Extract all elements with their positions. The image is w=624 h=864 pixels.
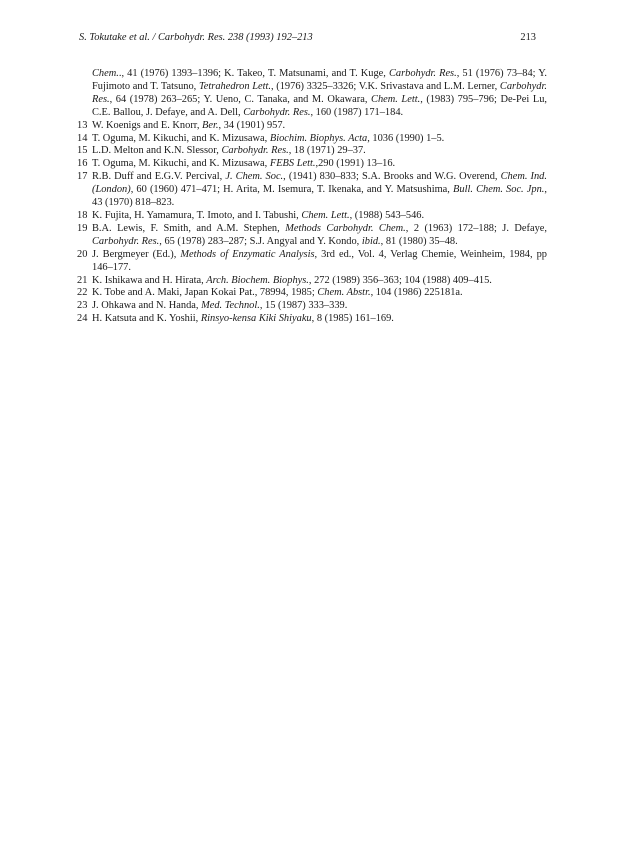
running-title: S. Tokutake et al. / Carbohydr. Res. 238 (1993) 192–213 [79, 32, 313, 43]
reference-text [92, 287, 463, 298]
ref-seg: Ber. [202, 119, 219, 131]
reference-number: 16 [77, 158, 88, 170]
reference-text [92, 171, 547, 208]
ref-seg: , (1976) 3325–3326; V.K. Srivastava and L.M. Lerner, [271, 80, 500, 92]
reference-15 [77, 145, 547, 158]
reference-text [92, 158, 395, 169]
reference-17 [77, 171, 547, 210]
ref-seg: Carbohydr. Res. [92, 235, 160, 247]
page-number: 213 [520, 32, 536, 43]
ref-seg: ibid. [361, 235, 381, 247]
ref-seg: Biochim. Biophys. Acta [269, 132, 368, 144]
ref-seg: L.D. Melton and K.N. Slessor, [92, 145, 222, 157]
ref-seg: Bull. Chem. Soc. Jpn. [453, 184, 545, 196]
ref-seg: , 8 (1985) 161–169. [311, 313, 394, 325]
reference-text [92, 120, 285, 131]
reference-number: 20 [77, 248, 88, 260]
reference-number: 24 [77, 313, 88, 325]
ref-seg: , (1983) 795–796; De-Pei Lu, C.E. Ballou, J. Defaye, and A. Dell, [92, 93, 548, 118]
ref-seg: Chem. [92, 68, 119, 79]
ref-seg: R.B. Duff and E.G.V. Percival, [92, 171, 226, 183]
reference-14 [77, 133, 547, 146]
ref-seg: T. Oguma, M. Kikuchi, and K. Mizusawa, [92, 158, 270, 170]
ref-seg: J. Ohkawa and N. Handa, [92, 300, 202, 312]
ref-seg: , 272 (1989) 356–363; 104 (1988) 409–415. [308, 274, 492, 286]
reference-number: 14 [77, 132, 88, 144]
ref-seg: , 15 (1987) 333–339. [259, 300, 348, 312]
reference-text [92, 275, 492, 286]
ref-seg: W. Koenigs and E. Knorr, [92, 119, 203, 131]
reference-number: 21 [77, 274, 88, 286]
reference-text [92, 133, 444, 144]
ref-seg: K. Tobe and A. Maki, Japan Kokai Pat., 78994, 1985; [92, 287, 318, 299]
ref-seg: , 60 (1960) 471–471; H. Arita, M. Isemura, T. Ikenaka, and Y. Matsushima, [130, 184, 454, 196]
reference-23 [77, 300, 547, 313]
ref-seg: , 51 (1976) 73–84; Y. Fujimoto and T. Tatsuno, [92, 68, 547, 92]
reference-number: 17 [77, 171, 88, 183]
ref-seg: Carbohydr. Res. [388, 68, 457, 79]
ref-seg: ,290 (1991) 13–16. [315, 158, 396, 170]
reference-text [92, 145, 366, 156]
reference-number: 19 [77, 222, 88, 234]
ref-seg: Med. Technol. [201, 300, 260, 312]
ref-seg: J. Chem. Soc. [225, 171, 284, 183]
reference-number: 22 [77, 287, 88, 299]
reference-text [92, 313, 394, 324]
ref-seg: B.A. Lewis, F. Smith, and A.M. Stephen, [92, 222, 286, 234]
reference-12-continued [77, 68, 547, 120]
ref-seg: , 65 (1978) 283–287; S.J. Angyal and Y. Kondo, [159, 235, 362, 247]
ref-seg: K. Ishikawa and H. Hirata, [92, 274, 207, 286]
ref-seg: Methods Carbohydr. Chem. [285, 222, 406, 234]
reference-text [92, 300, 347, 311]
ref-seg: Methods of Enzymatic Analysis [180, 248, 315, 260]
reference-text [92, 210, 424, 221]
ref-seg: , 104 (1986) 225181a. [370, 287, 463, 299]
ref-seg: Chem. Lett. [371, 93, 421, 105]
reference-number: 13 [77, 119, 88, 131]
ref-seg: , 1036 (1990) 1–5. [367, 132, 445, 144]
reference-text [92, 223, 547, 247]
reference-number: 18 [77, 209, 88, 221]
ref-seg: H. Katsuta and K. Yoshii, [92, 313, 201, 325]
reference-19 [77, 223, 547, 249]
reference-16 [77, 158, 547, 171]
reference-text [92, 249, 547, 273]
ref-seg: K. Fujita, H. Yamamura, T. Imoto, and I. Tabushi, [92, 209, 302, 221]
reference-number: 23 [77, 300, 88, 312]
ref-seg: , 34 (1901) 957. [218, 119, 286, 131]
reference-18 [77, 210, 547, 223]
ref-seg: , (1941) 830–833; S.A. Brooks and W.G. Overend, [283, 171, 501, 183]
ref-seg: , 18 (1971) 29–37. [288, 145, 366, 157]
ref-seg: J. Bergmeyer (Ed.), [92, 248, 181, 260]
ref-seg: Chem. Ind. (London) [92, 171, 547, 196]
reference-text [92, 68, 547, 118]
reference-21 [77, 275, 547, 288]
ref-seg: , 43 (1970) 818–823. [92, 184, 548, 209]
ref-seg: , (1988) 543–546. [349, 209, 425, 221]
ref-seg: Tetrahedron Lett. [198, 80, 271, 92]
ref-seg: , 81 (1980) 35–48. [380, 235, 458, 247]
reference-list [77, 68, 547, 326]
ref-seg: Chem. Abstr. [317, 287, 371, 299]
reference-13 [77, 120, 547, 133]
ref-seg: FEBS Lett. [269, 158, 316, 170]
reference-number: 15 [77, 145, 88, 157]
ref-seg: , 2 (1963) 172–188; J. Defaye, [405, 222, 547, 234]
ref-seg: Arch. Biochem. Biophys. [206, 274, 309, 286]
ref-seg: T. Oguma, M. Kikuchi, and K. Mizusawa, [92, 132, 270, 144]
ref-seg: , 160 (1987) 171–184. [310, 106, 404, 118]
reference-20 [77, 249, 547, 275]
ref-seg: Carbohydr. Res. [243, 106, 311, 118]
ref-seg: , 64 (1978) 263–265; Y. Ueno, C. Tanaka, and M. Okawara, [109, 93, 372, 105]
ref-seg: Carbohydr. Res. [221, 145, 289, 157]
ref-seg: , 3rd ed., Vol. 4, Verlag Chemie, Weinheim, 1984, pp 146–177. [92, 248, 548, 273]
running-head [79, 32, 536, 43]
ref-seg: Carbohydr. Res. [92, 80, 547, 105]
ref-seg: Chem. Lett. [301, 209, 350, 221]
ref-seg: Rinsyo-kensa Kiki Shiyaku [200, 313, 312, 325]
reference-24 [77, 313, 547, 326]
reference-22 [77, 287, 547, 300]
ref-seg: ., 41 (1976) 1393–1396; K. Takeo, T. Matsunami, and T. Kuge, [118, 68, 389, 79]
